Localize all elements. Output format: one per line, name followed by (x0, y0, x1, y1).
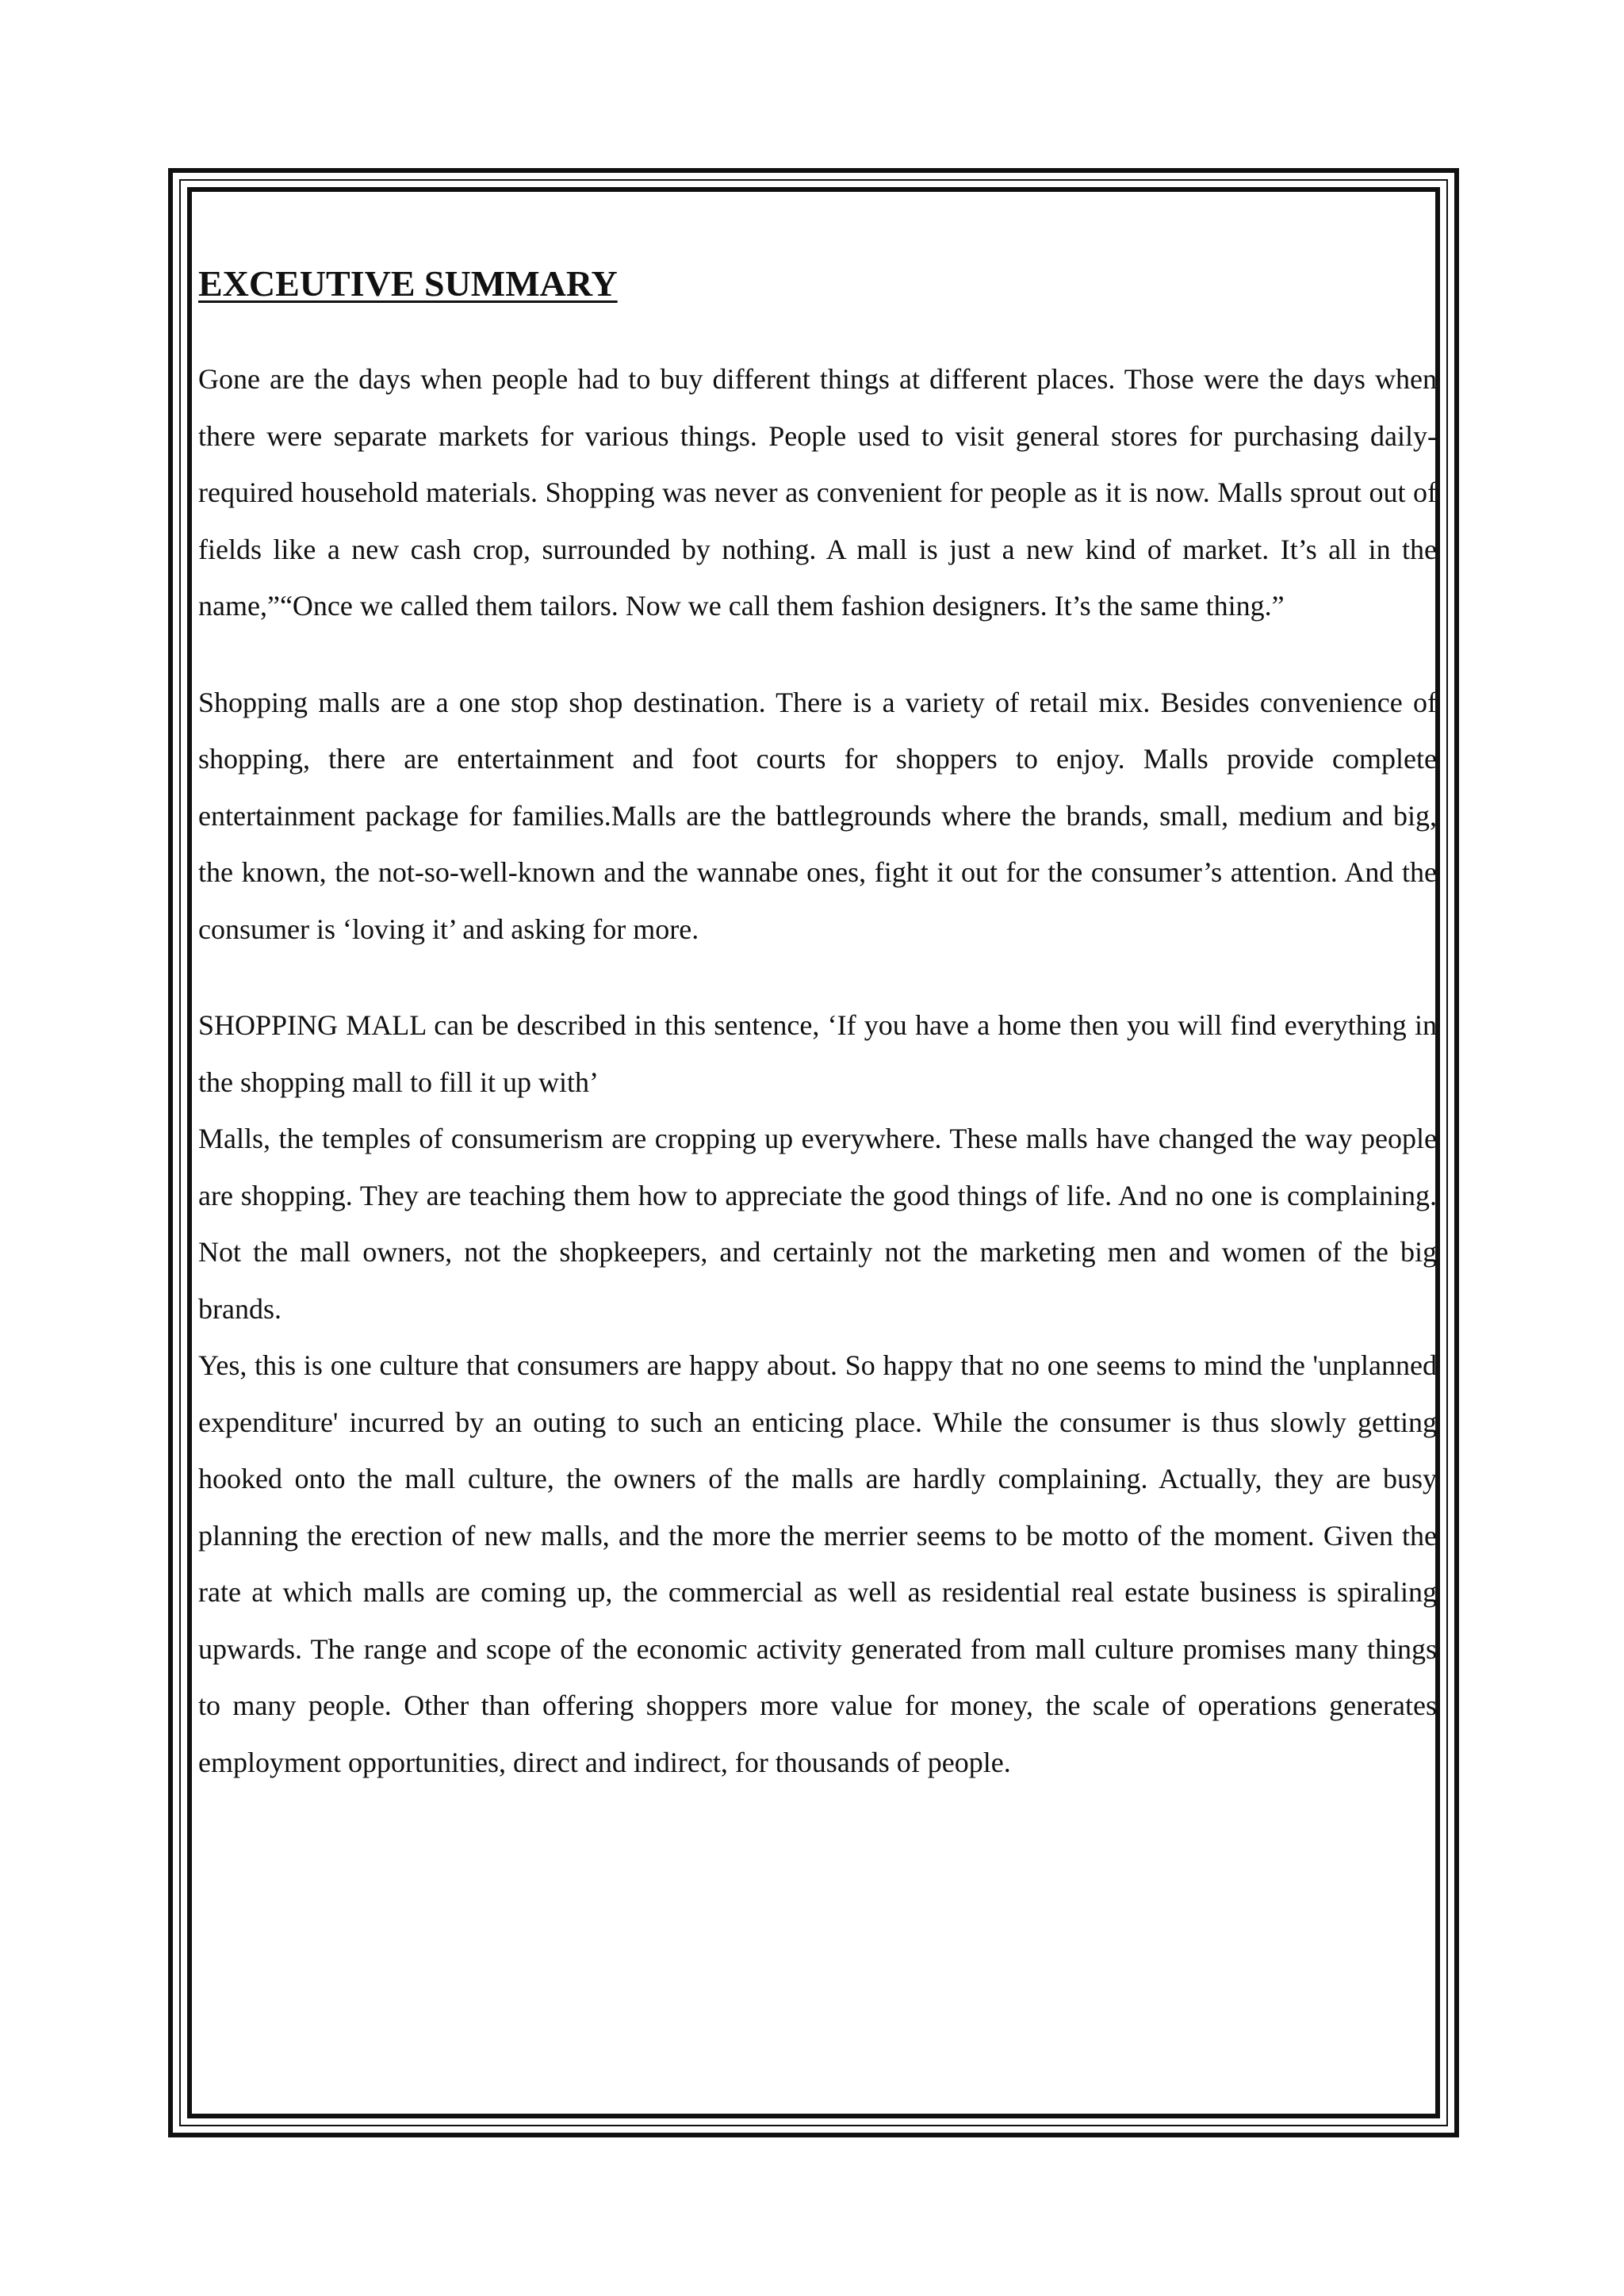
paragraph-5: Yes, this is one culture that consumers are happy about. So happy that no one seems to mind the 'unplanned expenditure' incurred by an outing to such an enticing place. While the consumer is thus slowly getting hooked onto the mall culture, the owners of the malls are hardly complaining. Actually, they are busy planning the erection of new malls, and the more the merrier seems to be motto of the moment. Given the rate at which malls are coming up, the commercial as well as residential real estate business is spiraling upwards. The range and scope of the economic activity generated from mall culture promises many things to many people. Other than offering shoppers more value for money, the scale of operations generates employment opportunities, direct and indirect, for thousands of people. (198, 1349, 1437, 1778)
section-heading: EXCEUTIVE SUMMARY (198, 263, 618, 304)
paragraph-2: Shopping malls are a one stop shop destination. There is a variety of retail mix. Besides convenience of shopping, there are entertainment and foot courts for shoppers to enjoy. Malls provide complete entertainment package for families.Malls are the battlegrounds where the brands, small, medium and big, the known, the not-so-well-known and the wannabe ones, fight it out for the consumer’s attention. And the consumer is ‘loving it’ and asking for more. (198, 686, 1437, 945)
document-body (198, 262, 1437, 1791)
paragraph-1: Gone are the days when people had to buy different things at different places. Those were the days when there were separate markets for various things. People used to visit general stores for purchasing daily-required household materials. Shopping was never as convenient for people as it is now. Malls sprout out of fields like a new cash crop, surrounded by nothing. A mall is just a new kind of market. It’s all in the name,”“Once we called them tailors. Now we call them fashion designers. It’s the same thing.” (198, 363, 1437, 622)
paragraph-3: SHOPPING MALL can be described in this sentence, ‘If you have a home then you will find everything in the shopping mall to fill it up with’ (198, 1009, 1437, 1098)
paragraph-4: Malls, the temples of consumerism are cropping up everywhere. These malls have changed the way people are shopping. They are teaching them how to appreciate the good things of life. And no one is complaining. Not the mall owners, not the shopkeepers, and certainly not the marketing men and women of the big brands. (198, 1123, 1437, 1325)
